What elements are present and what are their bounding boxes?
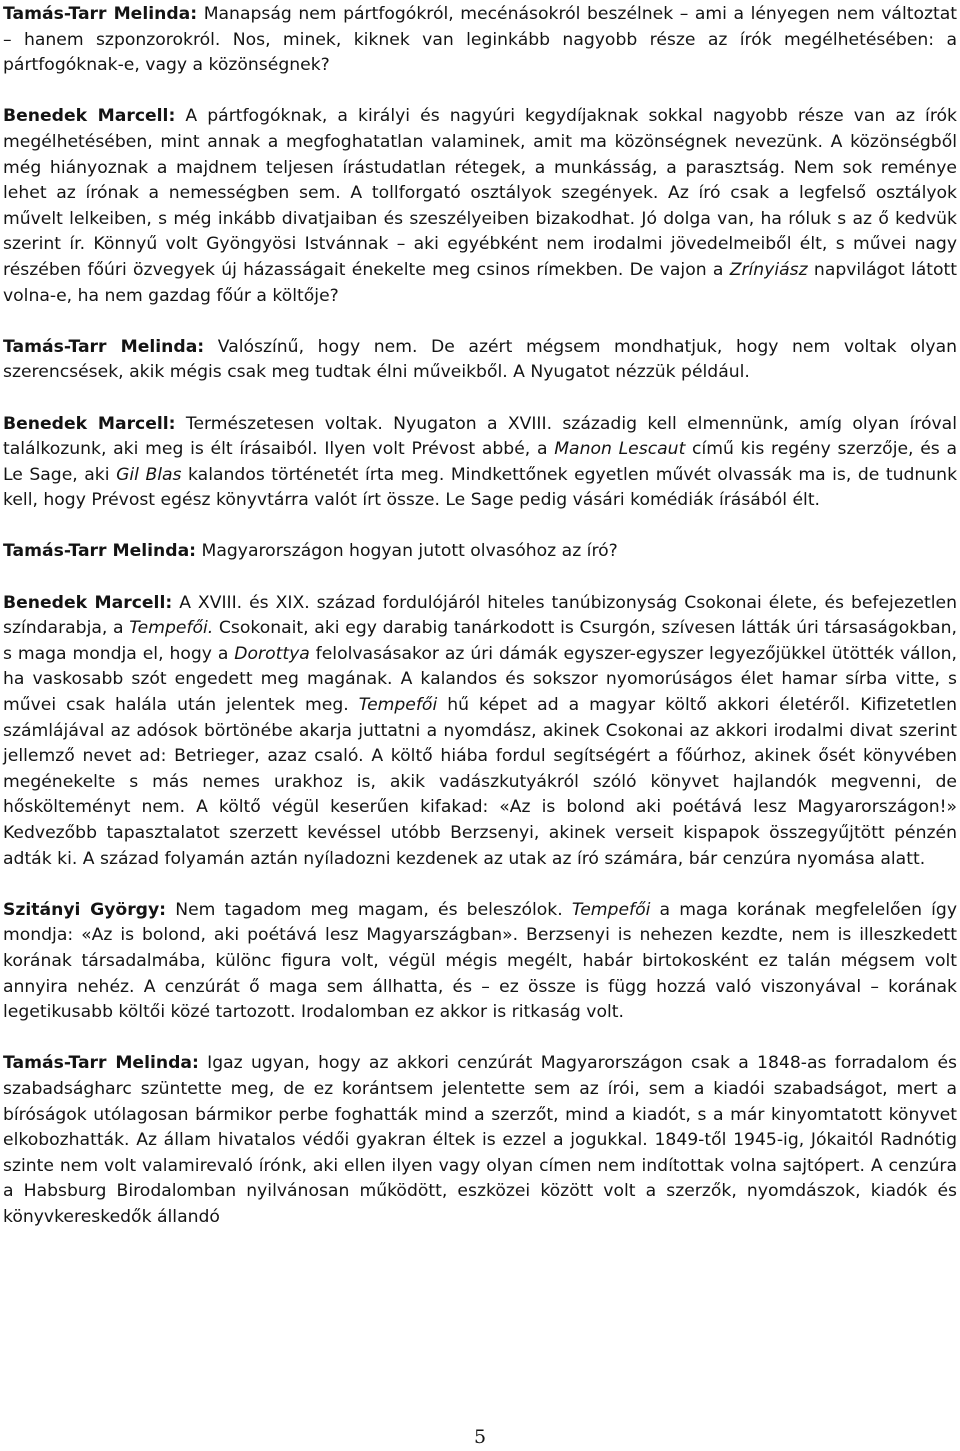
italic-title: Tempefői xyxy=(358,695,438,716)
interview-paragraph xyxy=(3,591,957,873)
speaker-name: Benedek Marcell: xyxy=(3,592,173,613)
paragraph-text: Természetesen voltak. Nyugaton a XVIII. századig kell elmennünk, amíg olyan íróval találkozunk, aki meg is élt írásaiból. Ilyen volt Prévost abbé, a xyxy=(3,413,957,460)
paragraph-text: Csokonait, aki egy darabig tanárkodott is Csurgón, szívesen látták úri társaságokban, s maga mondja el, hogy a xyxy=(3,618,957,664)
paragraph-text: Igaz ugyan, hogy az akkori cenzúrát Magyarországon csak a 1848-as forradalom és szabadságharc szüntette meg, de ez korántsem jelentette sem az írói, sem a kiadói szabadságot, mert a bíróságok utólagosan bármikor perbe foghatták mind a szerzőt, mind a kiadót, s a már kinyomtatott könyvet elkobozhatták. Az állam hivatalos védői gyakran éltek is ezzel a jogukkal. 1849-től 1945-ig, Jókaitól Radnótig szinte nem volt valamirevaló írónk, aki ellen ilyen vagy olyan címen nem indítottak volna sajtópert. A cenzúra a Habsburg Birodalomban nyilvánosan működött, eszközei között volt a szerzők, nyomdászok, kiadók és könyvkereskedők állandó xyxy=(3,1053,957,1227)
paragraph-text: A XVIII. és XIX. század fordulójáról hiteles tanúbizonyság Csokonai élete, és befejezetlen színdarabja, a xyxy=(3,592,957,639)
interview-paragraph xyxy=(3,898,957,1026)
interview-paragraph xyxy=(3,412,957,514)
italic-title: Tempefői. xyxy=(129,618,214,639)
paragraph-text: Magyarországon hogyan jutott olvasóhoz az író? xyxy=(201,541,618,562)
paragraph-text: Valószínű, hogy nem. De azért mégsem mondhatjuk, hogy nem voltak olyan szerencsések, akik mégis csak meg tudtak élni műveikből. A Nyugatot nézzük például. xyxy=(3,336,958,383)
speaker-name: Szitányi György: xyxy=(3,899,167,920)
italic-title: Dorottya xyxy=(234,643,310,664)
interview-text xyxy=(3,2,957,1231)
paragraph-text: felolvasásakor az úri dámák egyszer-egyszer legyezőjükkel ütötték vállon, ha vaskosabb szót engedett meg magának. A kalandos és sokszor nyomorúságos élet hamar sírba vitte, s művei csak halála után jelentek meg. xyxy=(3,643,957,716)
paragraph-text: című kis regény szerzője, és a Le Sage, aki xyxy=(3,439,957,485)
paragraph-text: napvilágot látott volna-e, ha nem gazdag főúr a költője? xyxy=(3,259,957,306)
speaker-name: Tamás-Tarr Melinda: xyxy=(3,4,198,24)
speaker-name: Benedek Marcell: xyxy=(3,413,176,434)
paragraph-text: kalandos történetét írta meg. Mindkettőnek egyetlen művét olvassák ma is, de tudnunk kell, hogy Prévost egész könyvtárra valót írt össze. Le Sage pedig vásári komédiák írásából élt. xyxy=(3,464,958,511)
interview-paragraph xyxy=(3,539,957,565)
paragraph-text: hű képet ad a magyar költő akkori életéről. Kifizetetlen számlájával az adósok börtönébe akarja juttatni a nyomdász, akinek Csokonai az akkori irodalmi divat szerint jellemző nevet ad: Betrieger, azaz csaló. A költő hiába fordul segítségért a főúrhoz, akinek ősét könyvében megénekelte s más nemes urakhoz is, akik vadászkutyákról szóló könyvet hajlandók megvenni, de hőskölteményt nem. A költő végül keserűen kifakad: «Az is bolond aki poétává lesz Magyarországon!» Kedvezőbb tapasztalatot szerzett kevéssel utóbb Berzsenyi, akinek verseit kispapok összegyűjtött pénzén adták ki. A század folyamán aztán nyíladozni kezdenek az utak az író számára, bár cenzúra nyomása alatt. xyxy=(3,695,957,869)
interview-paragraph xyxy=(3,2,957,79)
speaker-name: Tamás-Tarr Melinda: xyxy=(3,336,205,357)
paragraph-text: Nem tagadom meg magam, és beleszólok. xyxy=(175,899,572,920)
speaker-name: Tamás-Tarr Melinda: xyxy=(3,541,197,562)
paragraph-text: a maga korának megfelelően így mondja: «Az is bolond, aki poétává lesz Magyarszágban». Berzsenyi is nehezen kezdte, nem is illeszkedett korának társadalmába, különc figura volt, végül mégis megélt, habár birtokosként ez talán mégsem volt annyira nehéz. A cenzúrát ő maga sem állhatta, és – ez össze is függ hozzá való viszonyával – korának legetikusabb költői közé tartozott. Irodalomban ez akkor is ritkaság volt. xyxy=(3,899,957,1023)
speaker-name: Tamás-Tarr Melinda: xyxy=(3,1053,199,1074)
italic-title: Tempefői xyxy=(571,899,651,920)
italic-title: Gil Blas xyxy=(116,464,182,485)
italic-title: Zrínyiász xyxy=(729,259,808,280)
page-number: 5 xyxy=(473,1426,487,1448)
paragraph-text: Manapság nem pártfogókról, mecénásokról beszélnek – ami a lényegen nem változtat – hanem szponzorokról. Nos, minek, kiknek van leginkább nagyobb része az írók megélhetésében: a pártfogóknak-e, vagy a közönségnek? xyxy=(3,4,958,76)
speaker-name: Benedek Marcell: xyxy=(3,106,176,127)
interview-paragraph xyxy=(3,335,957,386)
paragraph-text: A pártfogóknak, a királyi és nagyúri kegydíjaknak sokkal nagyobb része van az írók megélhetésében, mint annak a megfoghatatlan valaminek, amit ma közönségnek nevezünk. A közönségből még hiányoznak a majdnem teljesen írástudatlan rétegek, a munkásság, a parasztság. Nem sok reménye lehet az írónak a nemességben sem. A tollforgató osztályok szegények. Az író csak a legfelső osztályok művelt lelkeiben, s még inkább divatjaiban és szeszélyeiben bizakodhat. Jó dolga van, ha róluk s az ő kedvük szerint ír. Könnyű volt Gyöngyösi Istvánnak – aki egyébként nem irodalmi jövedelmeiből élt, s művei nagy részében főúri özvegyek új házasságait énekelte meg csinos rímekben. De vajon a xyxy=(3,106,957,280)
interview-paragraph xyxy=(3,1051,957,1230)
italic-title: Manon Lescaut xyxy=(554,439,686,460)
interview-paragraph xyxy=(3,104,957,309)
